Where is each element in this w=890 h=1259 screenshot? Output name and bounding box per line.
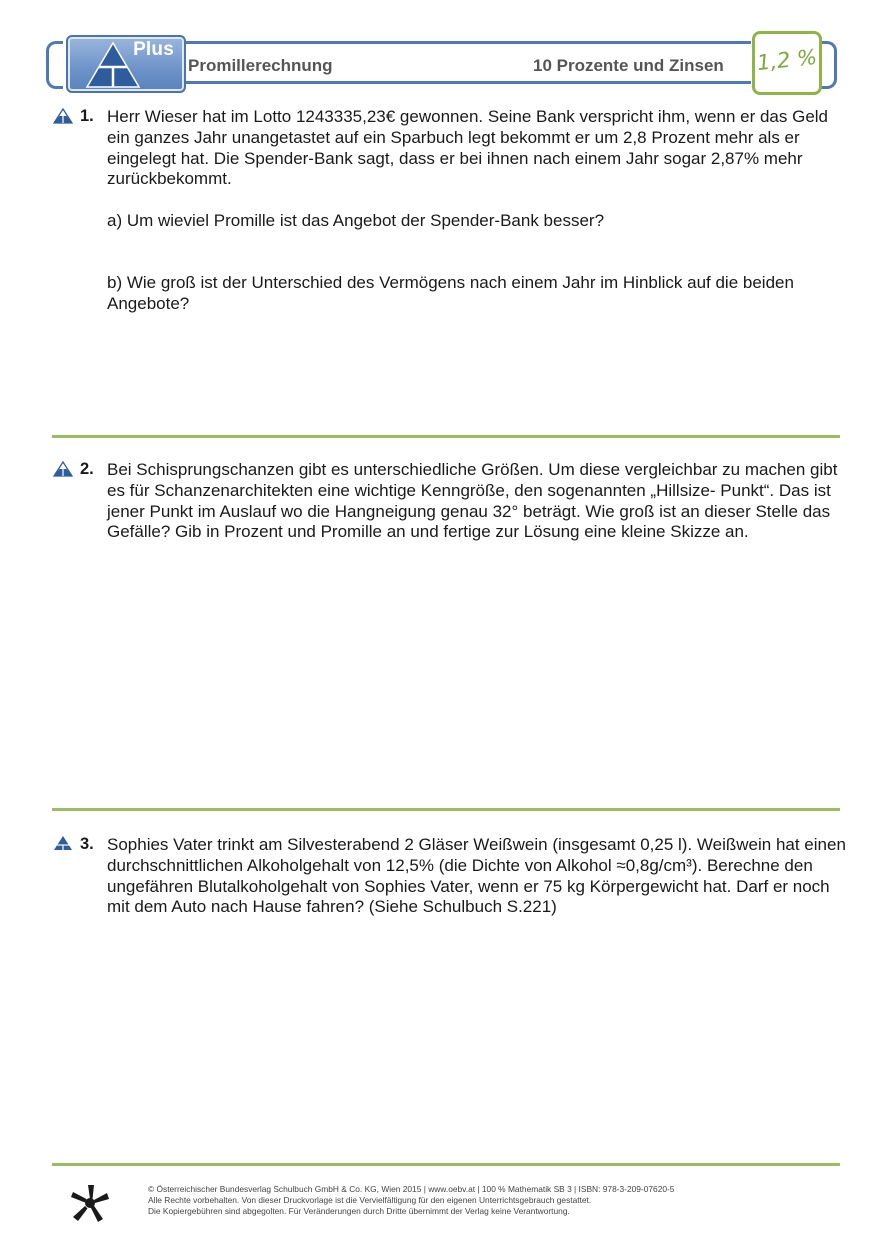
header-bracket-left — [46, 41, 63, 89]
footer-line-1: © Österreichischer Bundesverlag Schulbuch GmbH & Co. KG, Wien 2015 | www.oebv.at | 100 % Mathematik SB 3 | ISBN: 978-3-209-07620-5 — [148, 1184, 675, 1194]
footer-divider — [52, 1163, 840, 1166]
triangle-level-icon — [53, 108, 73, 124]
header-rule-top — [183, 41, 751, 44]
chapter-title: 10 Prozente und Zinsen — [533, 56, 724, 75]
section-divider — [52, 435, 840, 438]
exercise-3-number: 3. — [80, 835, 94, 853]
publisher-logo-icon — [70, 1183, 110, 1223]
triangle-level-icon — [53, 461, 73, 477]
page-title: Promillerechnung — [188, 56, 333, 75]
exercise-3-text: Sophies Vater trinkt am Silvesterabend 2 Gläser Weißwein (insgesamt 0,25 l). Weißwein hat einen durchschnittlichen Alkoholgehalt von 12,5% (die Dichte von Alkohol ≈0,8g/cm³). Berechne den ungefähren Blutalkoholgehalt von Sophies Vater, wenn er 75 kg Körpergewicht hat. Darf er noch mit dem Auto nach Hause fahren? (Siehe Schulbuch S.221) — [107, 835, 846, 917]
exercise-2-number: 2. — [80, 460, 94, 478]
footer-line-2: Alle Rechte vorbehalten. Von dieser Druckvorlage ist die Vervielfältigung für den eigenen Unterrichtsgebrauch gestattet. — [148, 1195, 592, 1205]
header-bracket-right — [820, 41, 837, 89]
exercise-2-text: Bei Schisprungschanzen gibt es unterschiedliche Größen. Um diese vergleichbar zu machen gibt es für Schanzenarchitekten eine wichtige Kenngröße, den sogenannten „Hillsize- Punkt“. Das ist jener Punkt im Auslauf wo die Hangneigung genau 32° beträgt. Wie groß ist an dieser Stelle das Gefälle? Gib in Prozent und Promille an und fertige zur Lösung eine kleine Skizze an. — [107, 460, 838, 542]
topic-tag — [752, 31, 822, 95]
logo-label: Plus — [133, 39, 174, 60]
topic-tag-label: 1,2 % — [755, 44, 819, 76]
plus-logo — [66, 35, 186, 93]
exercise-1b-text: b) Wie groß ist der Unterschied des Vermögens nach einem Jahr im Hinblick auf die beiden Angebote? — [107, 273, 794, 313]
exercise-1-number: 1. — [80, 107, 94, 125]
footer-line-3: Die Kopiergebühren sind abgegolten. Für Veränderungen durch Dritte übernimmt der Verlag keine Verantwortung. — [148, 1206, 570, 1216]
header-rule-bottom — [183, 81, 751, 84]
triangle-level-icon — [53, 835, 73, 851]
footer-copyright — [148, 1184, 838, 1217]
exercise-1-text: Herr Wieser hat im Lotto 1243335,23€ gewonnen. Seine Bank verspricht ihm, wenn er das Geld ein ganzes Jahr unangetastet auf ein Sparbuch legt bekommt er um 2,8 Prozent mehr als er eingelegt hat. Die Spender-Bank sagt, dass er bei ihnen nach einem Jahr sogar 2,87% mehr zurückbekommt. — [107, 107, 829, 189]
section-divider — [52, 808, 840, 811]
exercise-1a-text: a) Um wieviel Promille ist das Angebot der Spender-Bank besser? — [107, 211, 605, 230]
